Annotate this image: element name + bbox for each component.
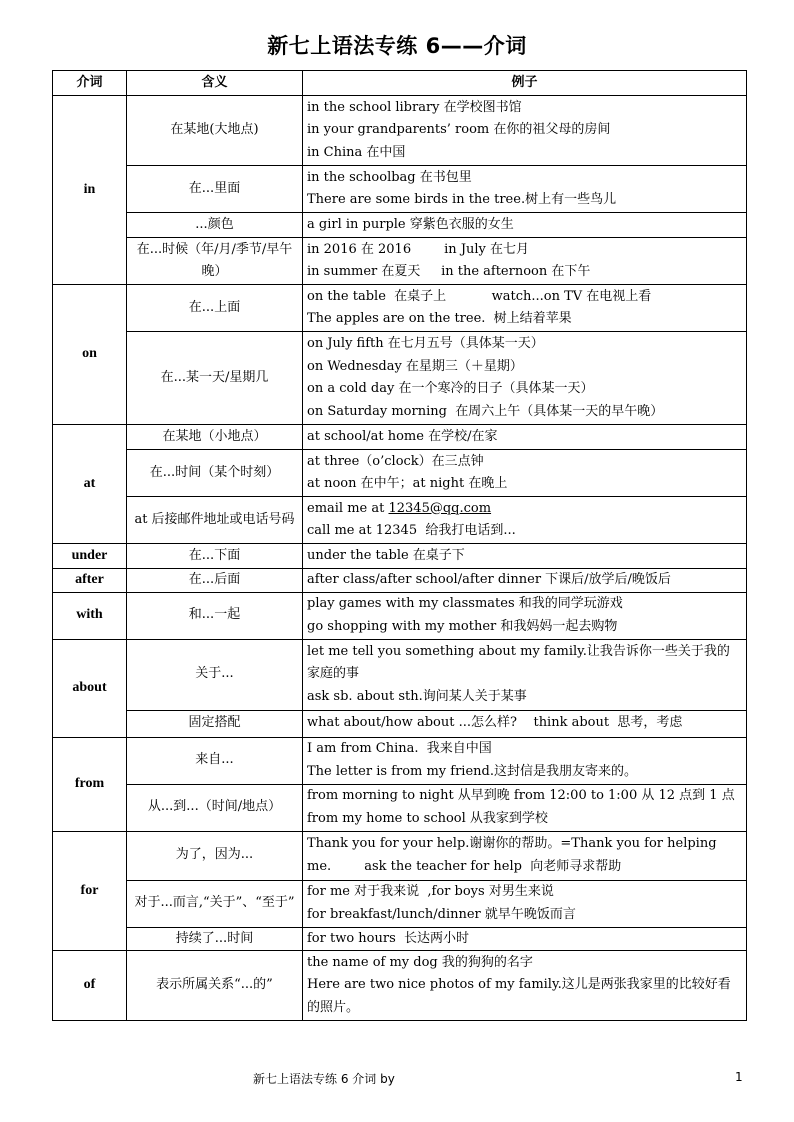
example-cell bbox=[303, 737, 747, 784]
example-line: The letter is from my friend.这封信是我朋友寄来的。 bbox=[307, 763, 637, 779]
table-row bbox=[53, 737, 747, 784]
meaning-cell: 在...下面 bbox=[127, 544, 303, 569]
meaning-cell: 来自... bbox=[127, 737, 303, 784]
example-line: for breakfast/lunch/dinner 就早午晚饭而言 bbox=[307, 906, 576, 922]
example-line: after class/after school/after dinner 下课后/放学后/晚饭后 bbox=[307, 572, 671, 587]
table-row bbox=[53, 497, 747, 544]
table-row bbox=[53, 831, 747, 880]
example-cell bbox=[303, 592, 747, 639]
example-cell bbox=[303, 544, 747, 569]
example-line: a girl in purple 穿紫色衣服的女生 bbox=[307, 216, 514, 232]
example-line: in the school library 在学校图书馆 bbox=[307, 99, 522, 115]
table-row bbox=[53, 213, 747, 238]
table-row bbox=[53, 450, 747, 497]
header-example: 例子 bbox=[303, 71, 747, 96]
example-line: Here are two nice photos of my family.这儿是两张我家里的比较好看的照片。 bbox=[307, 977, 731, 1015]
prep-with: with bbox=[53, 592, 127, 639]
header-meaning: 含义 bbox=[127, 71, 303, 96]
preposition-table bbox=[52, 70, 747, 1021]
example-line: There are some birds in the tree.树上有一些鸟儿 bbox=[307, 192, 617, 207]
example-line: The apples are on the tree. 树上结着苹果 bbox=[307, 311, 572, 326]
example-line: what about/how about ...怎么样? think about 思考，考虑 bbox=[307, 715, 683, 731]
example-line: in 2016 在 2016 in July 在七月 bbox=[307, 241, 530, 257]
meaning-cell: 在某地(大地点) bbox=[127, 96, 303, 166]
prep-in: in bbox=[53, 96, 127, 285]
example-line: play games with my classmates 和我的同学玩游戏 bbox=[307, 596, 623, 611]
example-line: ask sb. about sth.询问某人关于某事 bbox=[307, 688, 527, 704]
meaning-cell: 在...里面 bbox=[127, 166, 303, 213]
example-line: Thank you for your help.谢谢你的帮助。=Thank you for helping me. ask the teacher for help 向老师寻求帮助 bbox=[307, 836, 721, 874]
example-cell bbox=[303, 425, 747, 450]
example-line: let me tell you something about my family.让我告诉你一些关于我的家庭的事 bbox=[307, 643, 730, 682]
example-line: for me 对于我来说 ,for boys 对男生来说 bbox=[307, 884, 554, 899]
page-footer: 新七上语法专练 6 介词 by bbox=[253, 1072, 395, 1086]
example-cell bbox=[303, 96, 747, 166]
meaning-cell: 持续了...时间 bbox=[127, 927, 303, 951]
table-row bbox=[53, 238, 747, 285]
table-row bbox=[53, 880, 747, 927]
table-row bbox=[53, 96, 747, 166]
example-cell bbox=[303, 951, 747, 1021]
example-line: at three（o’clock）在三点钟 bbox=[307, 453, 484, 469]
table-row bbox=[53, 710, 747, 737]
prep-on: on bbox=[53, 285, 127, 425]
email-prefix: email me at bbox=[307, 500, 389, 516]
table-row bbox=[53, 592, 747, 639]
example-line: under the table 在桌子下 bbox=[307, 547, 465, 563]
meaning-cell: 对于...而言,“关于”、“至于” bbox=[127, 880, 303, 927]
meaning-cell: ...颜色 bbox=[127, 213, 303, 238]
table-row bbox=[53, 544, 747, 569]
example-cell bbox=[303, 285, 747, 332]
meaning-cell: 在...后面 bbox=[127, 569, 303, 593]
prep-at: at bbox=[53, 425, 127, 544]
example-cell bbox=[303, 831, 747, 880]
page-title: 新七上语法专练 6——介词 bbox=[267, 34, 527, 58]
meaning-cell: 在...时候（年/月/季节/早午晚） bbox=[127, 238, 303, 285]
example-line: in China 在中国 bbox=[307, 144, 406, 160]
example-line: the name of my dog 我的狗狗的名字 bbox=[307, 954, 533, 970]
prep-from: from bbox=[53, 737, 127, 831]
example-cell bbox=[303, 927, 747, 951]
meaning-cell: 表示所属关系“...的” bbox=[127, 951, 303, 1021]
example-line: go shopping with my mother 和我妈妈一起去购物 bbox=[307, 618, 618, 634]
example-cell bbox=[303, 238, 747, 285]
example-line: call me at 12345 给我打电话到... bbox=[307, 523, 516, 538]
table-header-row bbox=[53, 71, 747, 96]
meaning-cell: 在...时间（某个时刻） bbox=[127, 450, 303, 497]
example-cell bbox=[303, 166, 747, 213]
example-line: in the schoolbag 在书包里 bbox=[307, 169, 472, 185]
meaning-cell: 固定搭配 bbox=[127, 710, 303, 737]
example-cell bbox=[303, 450, 747, 497]
example-line: at school/at home 在学校/在家 bbox=[307, 428, 498, 444]
table-row bbox=[53, 285, 747, 332]
example-line: in your grandparents’ room 在你的祖父母的房间 bbox=[307, 122, 611, 138]
example-line: I am from China. 我来自中国 bbox=[307, 741, 492, 756]
example-cell bbox=[303, 497, 747, 544]
meaning-cell: 从...到...（时间/地点） bbox=[127, 784, 303, 831]
example-line: for two hours 长达两小时 bbox=[307, 930, 470, 946]
example-line: on a cold day 在一个寒冷的日子（具体某一天） bbox=[307, 381, 594, 396]
meaning-cell: 在...某一天/星期几 bbox=[127, 332, 303, 425]
table-row bbox=[53, 784, 747, 831]
meaning-cell: 和...一起 bbox=[127, 592, 303, 639]
example-cell bbox=[303, 569, 747, 593]
example-cell bbox=[303, 332, 747, 425]
table-row bbox=[53, 927, 747, 951]
table-row bbox=[53, 951, 747, 1021]
table-row bbox=[53, 166, 747, 213]
prep-after: after bbox=[53, 569, 127, 593]
meaning-cell: at 后接邮件地址或电话号码 bbox=[127, 497, 303, 544]
header-prep: 介词 bbox=[53, 71, 127, 96]
example-line: at noon 在中午；at night 在晚上 bbox=[307, 476, 508, 491]
example-cell bbox=[303, 639, 747, 710]
example-cell bbox=[303, 213, 747, 238]
example-line bbox=[307, 498, 742, 521]
example-line: on July fifth 在七月五号（具体某一天） bbox=[307, 336, 544, 351]
prep-for: for bbox=[53, 831, 127, 951]
prep-under: under bbox=[53, 544, 127, 569]
example-line: on Wednesday 在星期三（＋星期） bbox=[307, 358, 523, 374]
example-line: in summer 在夏天 in the afternoon 在下午 bbox=[307, 264, 591, 279]
example-line: on Saturday morning 在周六上午（具体某一天的早午晚） bbox=[307, 403, 664, 419]
meaning-cell: 关于... bbox=[127, 639, 303, 710]
example-line: on the table 在桌子上 watch...on TV 在电视上看 bbox=[307, 288, 652, 304]
table-row bbox=[53, 425, 747, 450]
table-row bbox=[53, 569, 747, 593]
meaning-cell: 为了，因为... bbox=[127, 831, 303, 880]
example-cell bbox=[303, 710, 747, 737]
example-line: from morning to night 从早到晚 from 12:00 to 1:00 从 12 点到 1 点 from my home to school 从我家到学校 bbox=[307, 788, 743, 826]
example-cell bbox=[303, 880, 747, 927]
meaning-cell: 在某地（小地点） bbox=[127, 425, 303, 450]
example-cell bbox=[303, 784, 747, 831]
table-row bbox=[53, 639, 747, 710]
prep-about: about bbox=[53, 639, 127, 737]
prep-of: of bbox=[53, 951, 127, 1021]
table-row bbox=[53, 332, 747, 425]
page-number: 1 bbox=[735, 1070, 743, 1084]
meaning-cell: 在...上面 bbox=[127, 285, 303, 332]
email-link[interactable]: 12345@qq.com bbox=[388, 500, 492, 516]
